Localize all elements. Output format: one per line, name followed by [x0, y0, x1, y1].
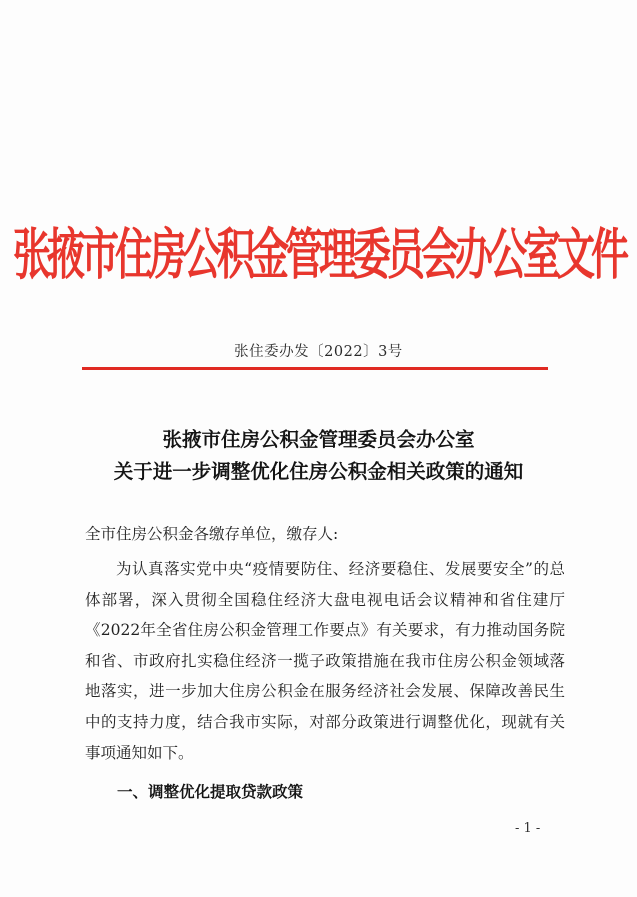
- page-number: - 1 -: [515, 821, 541, 836]
- body-paragraph: 为认真落实党中央“疫情要防住、经济要稳住、发展要安全”的总体部署，深入贯彻全国稳住经济大盘电视电话会议精神和省住建厅《2022年全省住房公积金管理工作要点》有关要求，有力推动国务院和省、市政府扎实稳住经济一揽子政策措施在我市住房公积金领域落地落实，进一步加大住房公积金在服务经济社会发展、保障改善民生中的支持力度，结合我市实际，对部分政策进行调整优化，现就有关事项通知如下。: [85, 560, 565, 762]
- notice-title-line-1: 张掖市住房公积金管理委员会办公室: [162, 428, 475, 451]
- notice-title-line-2: 关于进一步调整优化住房公积金相关政策的通知: [113, 460, 524, 483]
- document-number: 张住委办发〔2022〕3号: [234, 344, 403, 360]
- red-divider-line: [82, 367, 548, 370]
- section-heading: 一、调整优化提取贷款政策: [117, 782, 304, 801]
- issuer-header-title: 张掖市住房公积金管理委员会办公室文件: [13, 220, 626, 286]
- salutation: 全市住房公积金各缴存单位，缴存人:: [85, 525, 339, 543]
